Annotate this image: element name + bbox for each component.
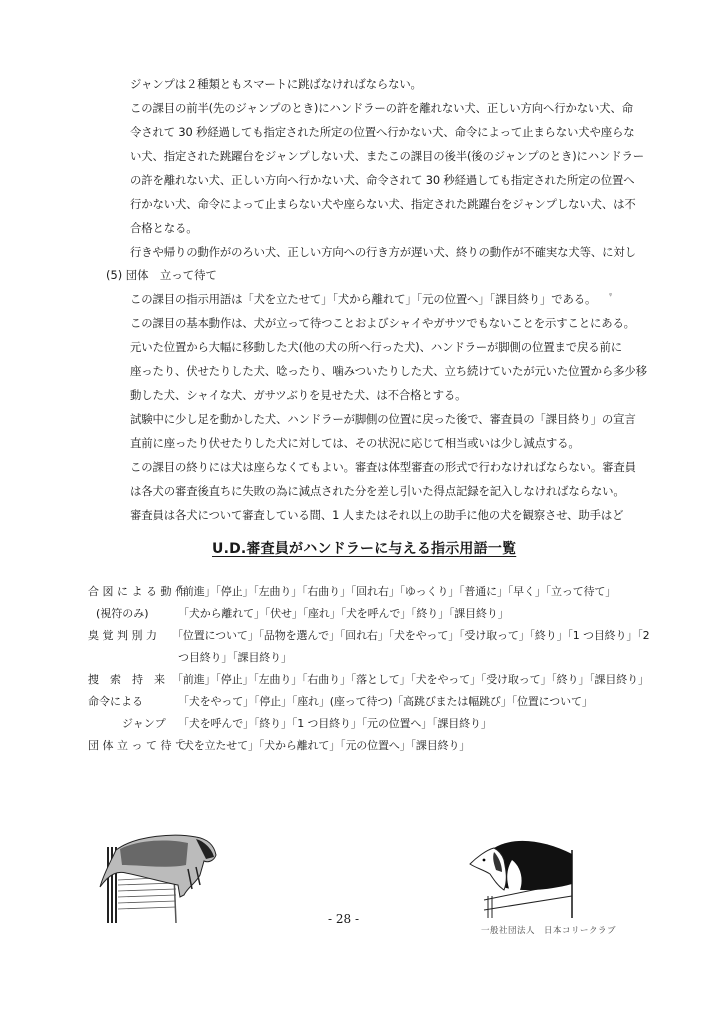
dog-head-and-body — [470, 841, 572, 892]
row-value: 「犬をやって」「停止」「座れ」(座って待つ)「高跳びまたは幅跳び」「位置について」 — [178, 695, 593, 708]
text-line: 令されて 30 秒経過しても指定された所定の位置へ行かない犬、命令によって止まらない犬や座らな — [130, 125, 635, 139]
text-line: 試験中に少し足を動かした犬、ハンドラーが脚側の位置に戻った後で、審査員の「課目終り」の宣言 — [130, 412, 636, 426]
text-line: は各犬の審査後直ちに失敗の為に減点された分を差し引いた得点記録を記入しなければならない。 — [130, 484, 625, 498]
text-line: ジャンプは２種類ともスマートに跳ばなければならない。 — [130, 77, 422, 91]
row-label: (視符のみ) — [96, 607, 149, 620]
row-value: 「犬を呼んで」「終り」「1 つ目終り」「元の位置へ」「課目終り」 — [178, 717, 492, 730]
page-number: - 28 - — [328, 912, 360, 926]
command-list-title: U.D.審査員がハンドラーに与える指示用語一覧 — [212, 541, 517, 557]
text-line: の許を離れない犬、正しい方向へ行かない犬、命令されて 30 秒経過しても指定された所定の位置へ — [130, 173, 635, 187]
text-line: この課目の基本動作は、犬が立って待つことおよびシャイやガサツでもないことを示すことにある。 — [130, 316, 635, 330]
row-label: 合 図 に よ る 動 作 — [88, 585, 186, 598]
text-line: 座ったり、伏せたりした犬、唸ったり、噛みついたりした犬、立ち続けていたが元いた位置から多少移 — [130, 364, 647, 378]
row-value: 「犬から離れて」「伏せ」「座れ」「犬を呼んで」「終り」「課目終り」 — [178, 607, 509, 620]
section-heading: (5) 団体 立って待て — [106, 268, 217, 282]
text-line: この課目の終りには犬は座らなくてもよい。審査は体型審査の形式で行わなければならない。審査員 — [130, 460, 636, 474]
row-value: 「位置について」「品物を選んで」「回れ右」「犬をやって」「受け取って」「終り」「1 つ目終り」「2 — [172, 629, 650, 642]
text-line: 元いた位置から大幅に移動した犬(他の犬の所へ行った犬)、ハンドラーが脚側の位置まで戻る前に — [130, 340, 622, 354]
text-line: 行かない犬、命令によって止まらない犬や座らない犬、指定された跳躍台をジャンプしない犬、は不 — [130, 197, 636, 211]
text-line: 直前に座ったり伏せたりした犬に対しては、その状況に応じて相当或いは少し減点する。 — [130, 436, 580, 450]
row-label: ジャンプ — [122, 717, 166, 730]
row-value: つ目終り」「課目終り」 — [178, 651, 292, 664]
collie-jumping-illustration — [96, 825, 226, 925]
row-value: 「犬を立たせて」「犬から離れて」「元の位置へ」「課目終り」 — [172, 739, 471, 752]
row-label: 捜 索 持 来 — [88, 673, 165, 686]
row-label: 臭 覚 判 別 力 — [88, 629, 157, 642]
scan-mark: ᵠ — [609, 291, 613, 300]
text-line: 合格となる。 — [130, 221, 198, 235]
text-line: 行きや帰りの動作がのろい犬、正しい方向への行き方が遅い犬、終りの動作が不確実な犬等、に対し — [130, 245, 636, 259]
text-line: 動した犬、シャイな犬、ガサツぶりを見せた犬、は不合格とする。 — [130, 388, 467, 402]
collie-over-board-illustration — [454, 830, 594, 920]
row-label: 団 体 立 っ て 待 て — [88, 739, 186, 752]
text-line: い犬、指定された跳躍台をジャンプしない犬、またこの課目の後半(後のジャンプのとき)にハンドラー — [130, 149, 644, 163]
footer-organization: 一般社団法人 日本コリークラブ — [481, 926, 617, 936]
text-line: この課目の指示用語は「犬を立たせて」「犬から離れて」「元の位置へ」「課目終り」である。 — [130, 292, 597, 306]
row-label: 命令による — [88, 695, 143, 708]
dog-body — [100, 835, 216, 897]
text-line: この課目の前半(先のジャンプのとき)にハンドラーの許を離れない犬、正しい方向へ行かない犬、命 — [130, 101, 633, 115]
row-value: 「前進」「停止」「左曲り」「右曲り」「回れ右」「ゆっくり」「普通に」「早く」「立って待て」 — [172, 585, 617, 598]
text-line: 審査員は各犬について審査している間、1 人またはそれ以上の助手に他の犬を観察させ、助手はど — [130, 508, 624, 522]
row-value: 「前進」「停止」「左曲り」「右曲り」「落として」「犬をやって」「受け取って」「終り」「課目終り」 — [172, 673, 649, 686]
